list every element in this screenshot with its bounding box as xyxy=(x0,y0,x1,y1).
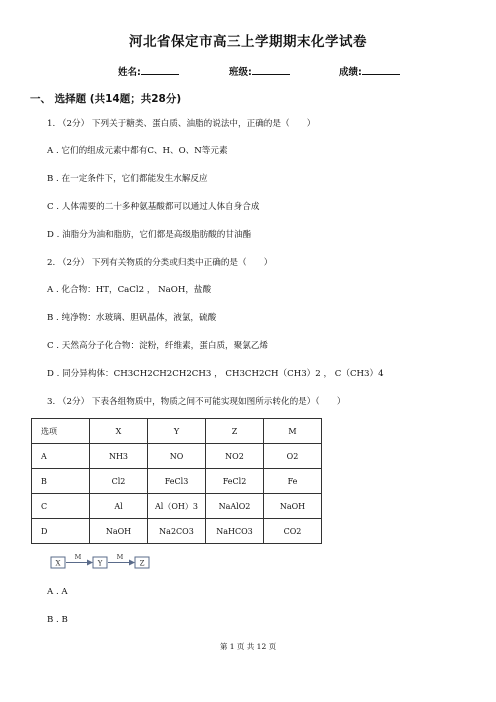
table-cell: C xyxy=(32,494,90,519)
table-header-cell: 选项 xyxy=(32,419,90,444)
name-label: 姓名: xyxy=(118,67,141,78)
score-label: 成绩: xyxy=(339,67,362,78)
class-blank xyxy=(252,65,290,75)
table-cell: A xyxy=(32,444,90,469)
question-1-option-a: A . 它们的组成元素中都有C、H、O、N等元素 xyxy=(47,146,228,156)
table-cell: Cl2 xyxy=(90,469,148,494)
question-3-stem: 3. （2分） 下表各组物质中，物质之间不可能实现如图所示转化的是）（ ） xyxy=(47,397,346,407)
table-header-row xyxy=(32,419,322,444)
name-field xyxy=(118,64,179,78)
class-label: 班级: xyxy=(229,67,252,78)
question-2-option-c: C . 天然高分子化合物：淀粉，纤维素，蛋白质，聚氯乙烯 xyxy=(47,341,269,351)
table-cell: O2 xyxy=(264,444,322,469)
label-x: X xyxy=(55,559,61,568)
table-header-cell: Z xyxy=(206,419,264,444)
score-field xyxy=(339,64,400,78)
question-1-option-b: B . 在一定条件下，它们都能发生水解反应 xyxy=(47,174,208,184)
page-footer: 第 1 页 共 12 页 xyxy=(219,642,277,651)
table-cell: FeCl2 xyxy=(206,469,264,494)
table-row xyxy=(32,469,322,494)
question-1-option-c: C . 人体需要的二十多种氨基酸都可以通过人体自身合成 xyxy=(47,202,260,212)
label-m1: M xyxy=(74,553,82,561)
label-m2: M xyxy=(116,553,124,561)
table-cell: NaAlO2 xyxy=(206,494,264,519)
table-cell: Fe xyxy=(264,469,322,494)
label-z: Z xyxy=(139,559,145,568)
table-cell: NH3 xyxy=(90,444,148,469)
table-cell: B xyxy=(32,469,90,494)
table-cell: NaOH xyxy=(90,519,148,544)
question-2-option-b: B . 纯净物：水玻璃、胆矾晶体，液氯，硫酸 xyxy=(47,313,217,323)
table-cell: NaHCO3 xyxy=(206,519,264,544)
section-heading: 一、 选择题 (共14题；共28分) xyxy=(30,93,182,105)
table-cell: NO xyxy=(148,444,206,469)
table-row xyxy=(32,519,322,544)
score-blank xyxy=(362,65,400,75)
question-2-option-a: A . 化合物：HT，CaCl2 ， NaOH，盐酸 xyxy=(47,285,212,295)
table-cell: D xyxy=(32,519,90,544)
question-3-option-b: B . B xyxy=(47,615,68,625)
question-1-option-d: D . 油脂分为油和脂肪，它们都是高级脂肪酸的甘油酯 xyxy=(47,230,252,240)
table-header-cell: X xyxy=(90,419,148,444)
name-blank xyxy=(141,65,179,75)
class-field xyxy=(229,64,290,78)
table-cell: FeCl3 xyxy=(148,469,206,494)
question-2-stem: 2. （2分） 下列有关物质的分类或归类中正确的是（ ） xyxy=(47,258,273,268)
question-2-option-d: D . 同分异构体：CH3CH2CH2CH2CH3 ， CH3CH2CH（CH3）2 ， C（CH3）4 xyxy=(47,369,384,379)
question-1-stem: 1. （2分） 下列关于糖类、蛋白质、油脂的说法中，正确的是（ ） xyxy=(47,119,316,129)
table-row xyxy=(32,444,322,469)
label-y: Y xyxy=(97,559,103,568)
table-cell: Al（OH）3 xyxy=(148,494,206,519)
table-cell: Na2CO3 xyxy=(148,519,206,544)
question-3-table xyxy=(31,418,322,544)
question-3-option-a: A . A xyxy=(47,587,68,597)
conversion-diagram xyxy=(50,553,160,573)
table-cell: NO2 xyxy=(206,444,264,469)
table-header-cell: Y xyxy=(148,419,206,444)
table-cell: Al xyxy=(90,494,148,519)
table-row xyxy=(32,494,322,519)
table-header-cell: M xyxy=(264,419,322,444)
exam-title: 河北省保定市高三上学期期末化学试卷 xyxy=(129,34,367,50)
table-cell: CO2 xyxy=(264,519,322,544)
table-cell: NaOH xyxy=(264,494,322,519)
